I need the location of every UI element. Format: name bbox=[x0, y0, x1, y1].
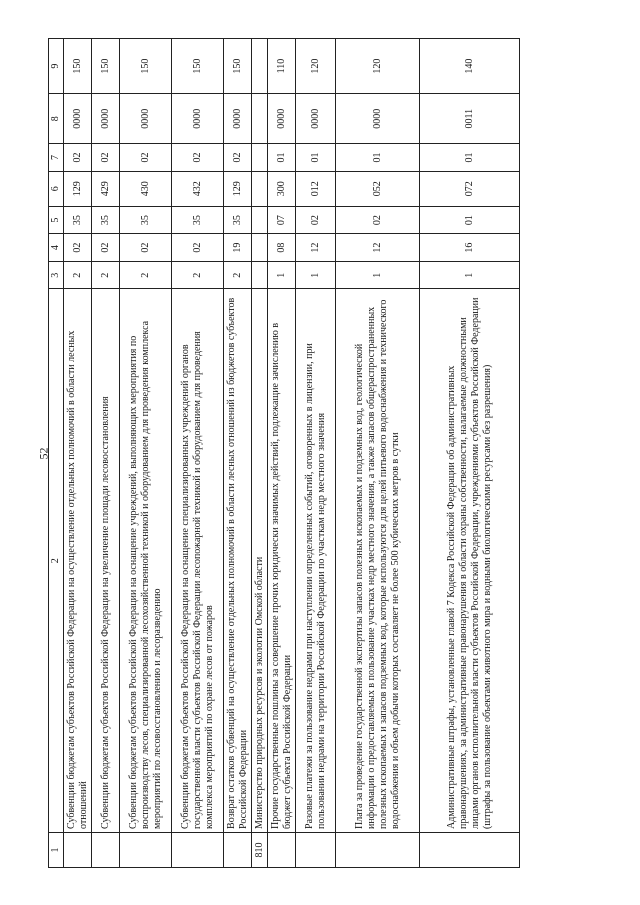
code-cell-7: 01 bbox=[420, 144, 520, 172]
code-cell-3: 1 bbox=[268, 261, 296, 289]
code-cell-6: 432 bbox=[172, 171, 224, 206]
code-cell-9: 150 bbox=[64, 39, 92, 94]
code-cell-8: 0000 bbox=[296, 94, 336, 144]
code-cell-7: 02 bbox=[64, 144, 92, 172]
rotated-table-container bbox=[48, 38, 608, 868]
code-cell-1 bbox=[92, 832, 120, 867]
row-description: Административные штрафы, установленные главой 7 Кодекса Российской Федерации об административных правонарушениях, за административные правонарушения в области охраны собственности, налагаемые должностными лицами органов исполнительной власти субъектов Российской Федерации, учреждениями субъектов Российской Федерации (штрафы за пользование объектами животного мира и водными биологическими ресурсами без разрешения) bbox=[420, 289, 520, 832]
code-cell-3: 2 bbox=[224, 261, 252, 289]
row-description: Разовые платежи за пользование недрами при наступлении определенных событий, оговоренных в лицензии, при пользовании недрами на территории Российской Федерации по участкам недр местного значения bbox=[296, 289, 336, 832]
code-cell-6: 012 bbox=[296, 171, 336, 206]
row-description: Субвенции бюджетам субъектов Российской Федерации на осуществление отдельных полномочий в области лесных отношений bbox=[64, 289, 92, 832]
code-cell-4 bbox=[252, 234, 268, 262]
code-cell-3: 2 bbox=[64, 261, 92, 289]
code-cell-9: 120 bbox=[336, 39, 420, 94]
code-cell-3: 2 bbox=[172, 261, 224, 289]
header-col-4: 4 bbox=[49, 234, 64, 262]
code-cell-4: 02 bbox=[92, 234, 120, 262]
header-col-9: 9 bbox=[49, 39, 64, 94]
code-cell-7: 01 bbox=[296, 144, 336, 172]
code-cell-9: 150 bbox=[120, 39, 172, 94]
code-cell-9: 110 bbox=[268, 39, 296, 94]
code-cell-3 bbox=[252, 261, 268, 289]
code-cell-5: 35 bbox=[64, 206, 92, 234]
page-number: 52 bbox=[36, 447, 51, 460]
code-cell-7: 01 bbox=[336, 144, 420, 172]
code-cell-6: 300 bbox=[268, 171, 296, 206]
row-description: Возврат остатков субвенций на осуществление отдельных полномочий в области лесных отношений из бюджетов субъектов Российской Федерации bbox=[224, 289, 252, 832]
table-row bbox=[224, 39, 252, 868]
table-row bbox=[268, 39, 296, 868]
code-cell-9: 150 bbox=[224, 39, 252, 94]
code-cell-3: 2 bbox=[120, 261, 172, 289]
code-cell-1: 810 bbox=[252, 832, 268, 867]
header-col-6: 6 bbox=[49, 171, 64, 206]
table-row bbox=[92, 39, 120, 868]
code-cell-4: 12 bbox=[296, 234, 336, 262]
header-col-1: 1 bbox=[49, 832, 64, 867]
code-cell-8: 0011 bbox=[420, 94, 520, 144]
budget-codes-table bbox=[48, 38, 520, 868]
code-cell-8: 0000 bbox=[224, 94, 252, 144]
code-cell-4: 02 bbox=[64, 234, 92, 262]
header-row bbox=[49, 39, 64, 868]
row-description: Субвенции бюджетам субъектов Российской Федерации на оснащение специализированных учреждений органов государственной власти субъектов Российской Федерации лесопожарной техникой и оборудованием для проведения комплекса мероприятий по охране лесов от пожаров bbox=[172, 289, 224, 832]
code-cell-7 bbox=[252, 144, 268, 172]
code-cell-6 bbox=[252, 171, 268, 206]
code-cell-7: 01 bbox=[268, 144, 296, 172]
code-cell-6: 430 bbox=[120, 171, 172, 206]
header-col-5: 5 bbox=[49, 206, 64, 234]
row-description: Субвенции бюджетам субъектов Российской Федерации на оснащение учреждений, выполняющих мероприятия по воспроизводству лесов, специализированной лесохозяйственной техникой и оборудованием для проведения комплекса мероприятий по лесовосстановлению и лесоразведению bbox=[120, 289, 172, 832]
code-cell-9: 150 bbox=[172, 39, 224, 94]
table-row bbox=[172, 39, 224, 868]
code-cell-1 bbox=[224, 832, 252, 867]
code-cell-5: 35 bbox=[92, 206, 120, 234]
code-cell-5: 01 bbox=[420, 206, 520, 234]
code-cell-3: 1 bbox=[296, 261, 336, 289]
code-cell-6: 129 bbox=[224, 171, 252, 206]
code-cell-6: 072 bbox=[420, 171, 520, 206]
code-cell-7: 02 bbox=[92, 144, 120, 172]
code-cell-4: 12 bbox=[336, 234, 420, 262]
code-cell-7: 02 bbox=[172, 144, 224, 172]
code-cell-5: 02 bbox=[336, 206, 420, 234]
code-cell-9: 120 bbox=[296, 39, 336, 94]
code-cell-8: 0000 bbox=[92, 94, 120, 144]
row-description: Министерство природных ресурсов и экологии Омской области bbox=[252, 289, 268, 832]
table-row bbox=[120, 39, 172, 868]
row-description: Плата за проведение государственной экспертизы запасов полезных ископаемых и подземных вод, геологической информации о предоставляемых в пользование участках недр местного значения, а также запасов общераспространенных полезных ископаемых и запасов подземных вод, которые используются для целей питьевого водоснабжения и технического водоснабжения и объем добычи которых составляет не более 500 кубических метров в сутки bbox=[336, 289, 420, 832]
code-cell-8: 0000 bbox=[172, 94, 224, 144]
code-cell-1 bbox=[268, 832, 296, 867]
code-cell-3: 2 bbox=[92, 261, 120, 289]
code-cell-1 bbox=[336, 832, 420, 867]
code-cell-5: 35 bbox=[172, 206, 224, 234]
code-cell-9 bbox=[252, 39, 268, 94]
table-row bbox=[420, 39, 520, 868]
code-cell-1 bbox=[296, 832, 336, 867]
code-cell-7: 02 bbox=[224, 144, 252, 172]
table-row bbox=[336, 39, 420, 868]
code-cell-4: 02 bbox=[120, 234, 172, 262]
table-row bbox=[64, 39, 92, 868]
code-cell-8: 0000 bbox=[336, 94, 420, 144]
code-cell-4: 02 bbox=[172, 234, 224, 262]
code-cell-8: 0000 bbox=[64, 94, 92, 144]
table-row bbox=[296, 39, 336, 868]
code-cell-8: 0000 bbox=[268, 94, 296, 144]
code-cell-1 bbox=[420, 832, 520, 867]
row-description: Субвенции бюджетам субъектов Российской Федерации на увеличение площади лесовосстановления bbox=[92, 289, 120, 832]
code-cell-6: 429 bbox=[92, 171, 120, 206]
code-cell-9: 150 bbox=[92, 39, 120, 94]
code-cell-4: 08 bbox=[268, 234, 296, 262]
header-col-8: 8 bbox=[49, 94, 64, 144]
row-description: Прочие государственные пошлины за совершение прочих юридически значимых действий, подлежащие зачислению в бюджет субъекта Российской Федерации bbox=[268, 289, 296, 832]
code-cell-7: 02 bbox=[120, 144, 172, 172]
code-cell-5: 35 bbox=[120, 206, 172, 234]
code-cell-3: 1 bbox=[420, 261, 520, 289]
code-cell-4: 19 bbox=[224, 234, 252, 262]
code-cell-4: 16 bbox=[420, 234, 520, 262]
code-cell-5 bbox=[252, 206, 268, 234]
header-col-2: 2 bbox=[49, 289, 64, 832]
code-cell-6: 129 bbox=[64, 171, 92, 206]
code-cell-3: 1 bbox=[336, 261, 420, 289]
code-cell-9: 140 bbox=[420, 39, 520, 94]
code-cell-8 bbox=[252, 94, 268, 144]
code-cell-1 bbox=[64, 832, 92, 867]
header-col-7: 7 bbox=[49, 144, 64, 172]
code-cell-1 bbox=[120, 832, 172, 867]
code-cell-6: 052 bbox=[336, 171, 420, 206]
code-cell-8: 0000 bbox=[120, 94, 172, 144]
code-cell-5: 07 bbox=[268, 206, 296, 234]
header-col-3: 3 bbox=[49, 261, 64, 289]
code-cell-1 bbox=[172, 832, 224, 867]
code-cell-5: 35 bbox=[224, 206, 252, 234]
code-cell-5: 02 bbox=[296, 206, 336, 234]
table-row bbox=[252, 39, 268, 868]
